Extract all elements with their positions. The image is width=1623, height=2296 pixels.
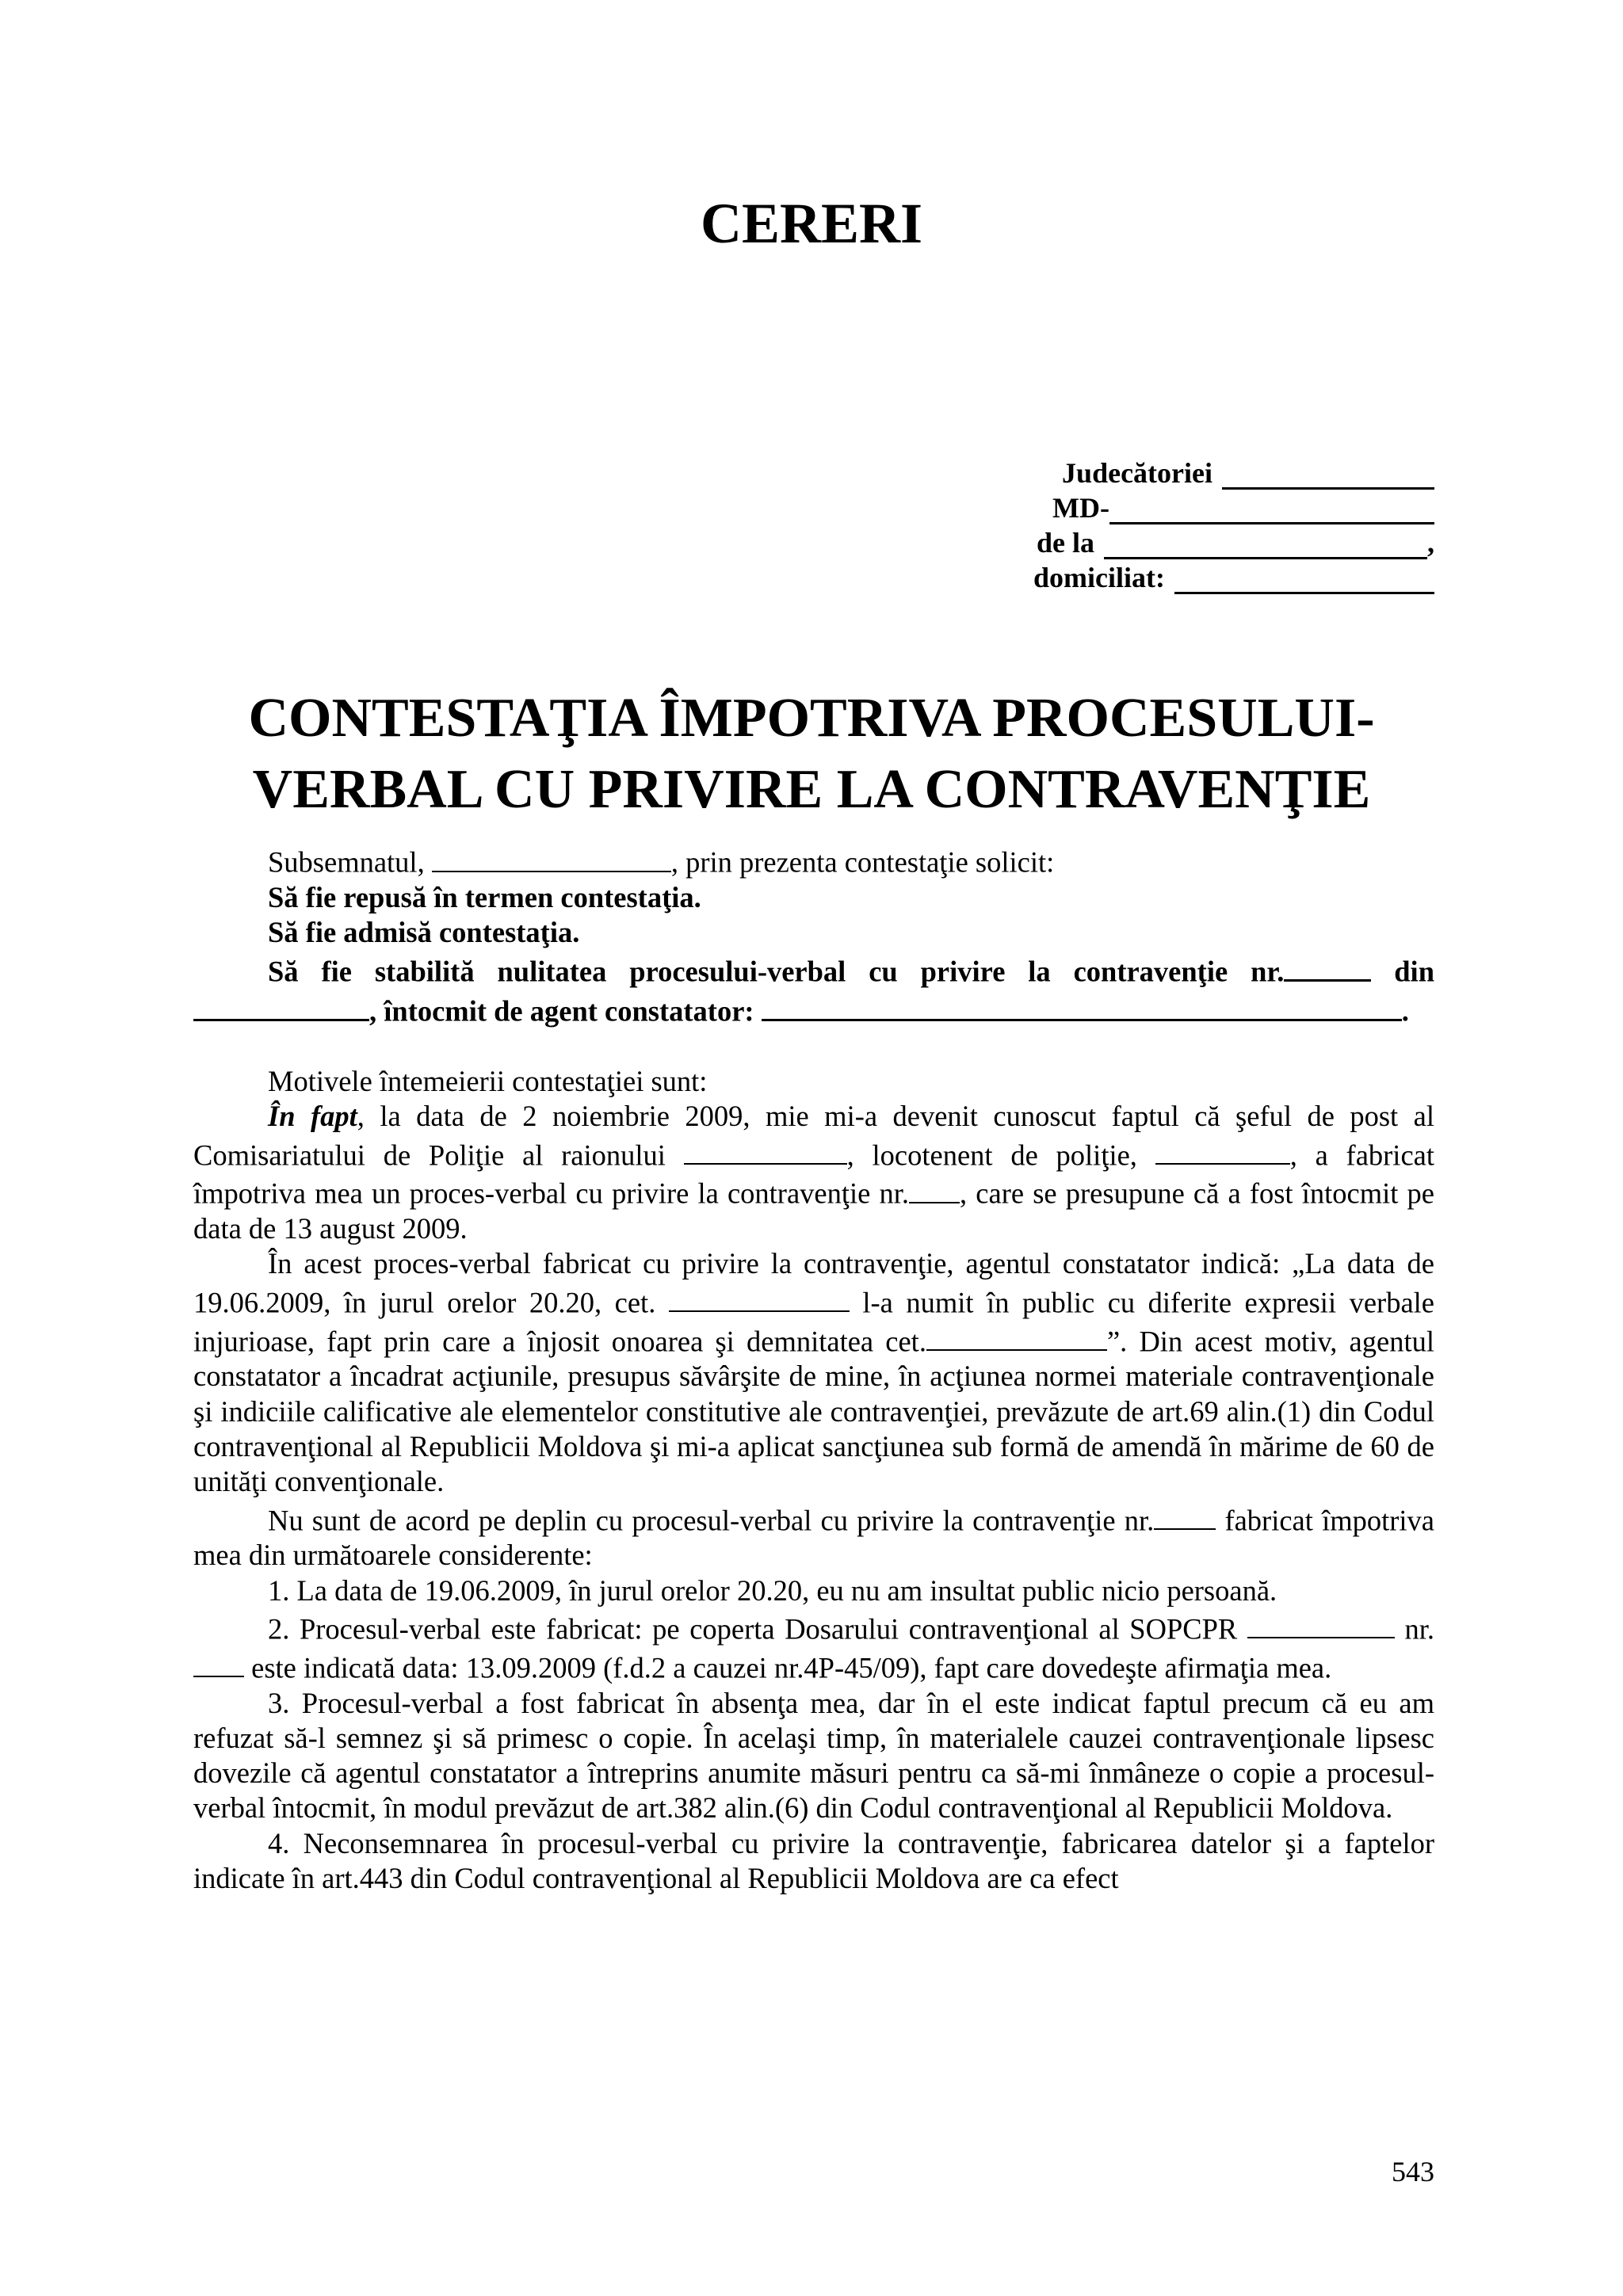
court-line: [991, 455, 1434, 490]
disagreement-text-2: fabricat împotriva mea din următoarele considerente:: [193, 1504, 1434, 1572]
section-title: CERERI: [700, 192, 923, 255]
report-text-3: ”. Din acest motiv, agentul constatator a încadrat acţiunile, presupus săvârşite de mine, în acţiunea normei materiale contravenţionale şi indiciile calificative ale elementelor constitutive ale contravenţiei, prevăzute de art.69 alin.(1) din Codul contravenţional al Republicii Moldova şi mi-a aplicat sancţiunea sub formă de amendă în mărime de 60 de unităţi convenţionale.: [193, 1325, 1434, 1498]
report-text-1: În acest proces-verbal fabricat cu privire la contravenţie, agentul constatator indică: „La data de 19.06.2009, în jurul orelor 20.20, cet.: [193, 1247, 1434, 1319]
reason-2-text-1: 2. Procesul-verbal este fabricat: pe coperta Dosarului contravenţional al SOPCPR: [268, 1612, 1238, 1646]
spacer: [193, 1029, 1434, 1064]
request-3-text-4: .: [1401, 994, 1409, 1028]
officer-blank: [1155, 1135, 1290, 1165]
md-blank: [1109, 498, 1434, 524]
intro-text-2: , prin prezenta contestaţie solicit:: [670, 845, 1055, 879]
facts-paragraph: [193, 1099, 1434, 1246]
report-content-paragraph: [193, 1246, 1434, 1499]
reason-item-3: 3. Procesul-verbal a fost fabricat în absenţa mea, dar în el este indicat faptul precum că eu am refuzat să-l semnez şi să primesc o copie. În acelaşi timp, în materialele cauzei contravenţionale lipsesc dovezile că agentul constatator a întreprins anumite măsuri pentru ca să-mi înmâneze o copie a procesul-verbal întocmit, în modul prevăzut de art.382 alin.(6) din Codul contravenţional al Republicii Moldova.: [193, 1686, 1434, 1825]
district-blank: [684, 1135, 847, 1165]
document-body: [193, 841, 1434, 1896]
disagreement-text-1: Nu sunt de acord pe deplin cu procesul-verbal cu privire la contravenţie nr.: [268, 1504, 1155, 1537]
intro-paragraph: [193, 841, 1434, 880]
intro-text-1: Subsemnatul,: [268, 845, 425, 879]
domicile-blank: [1174, 568, 1434, 594]
file-number-blank: [193, 1647, 244, 1678]
document-title-line-1: CONTESTAŢIA ÎMPOTRIVA PROCESULUI-: [248, 688, 1375, 749]
court-blank: [1222, 463, 1434, 490]
sopcpr-blank: [1247, 1608, 1395, 1639]
facts-label: În fapt: [268, 1100, 357, 1133]
request-1: Să fie repusă în termen contestaţia.: [268, 880, 701, 913]
from-blank: [1104, 533, 1427, 559]
reason-item-2: [193, 1608, 1434, 1686]
domicile-line: [991, 559, 1434, 594]
name-blank: [432, 841, 671, 872]
citizen-blank-2: [926, 1321, 1107, 1352]
report-number-blank: [1284, 950, 1371, 982]
document-title: [0, 683, 1623, 826]
domicile-label: domiciliat:: [1033, 562, 1165, 593]
from-suffix: ,: [1427, 527, 1434, 559]
reason-2-text-3: este indicată data: 13.09.2009 (f.d.2 a cauzei nr.4P-45/09), fapt care dovedeşte afirmaţia mea.: [251, 1651, 1332, 1684]
request-3: [193, 950, 1434, 1029]
disagreement-paragraph: [193, 1500, 1434, 1573]
addressee-block: [991, 455, 1434, 594]
facts-text-3: , a fabricat împotriva mea un proces-verbal cu privire la contravenţie nr.: [193, 1138, 1434, 1210]
agent-name-blank: [762, 990, 1402, 1021]
citizen-blank-1: [669, 1282, 850, 1313]
facts-text-1: , la data de 2 noiembrie 2009, mie mi-a devenit cunoscut faptul că şeful de post al Comisariatului de Poliţie al raionului: [193, 1100, 1434, 1172]
court-label: Judecătoriei: [1062, 457, 1212, 489]
from-line: [991, 524, 1434, 559]
motives-heading: Motivele întemeierii contestaţiei sunt:: [268, 1064, 708, 1097]
md-line: [991, 490, 1434, 524]
report-date-blank: [193, 990, 369, 1021]
report-number-blank-3: [1154, 1500, 1216, 1531]
report-text-2: l-a numit în public cu diferite expresii verbale injurioase, fapt prin care a înjosit onoarea şi demnitatea cet.: [193, 1286, 1434, 1358]
facts-text-2: , locotenent de poliţie,: [846, 1138, 1137, 1172]
reason-2-text-2: nr.: [1404, 1612, 1435, 1646]
reason-item-4: 4. Neconsemnarea în procesul-verbal cu privire la contravenţie, fabricarea datelor şi a faptelor indicate în art.443 din Codul contravenţional al Republicii Moldova are ca efect: [193, 1826, 1434, 1895]
request-3-text-1: Să fie stabilită nulitatea procesului-verbal cu privire la contravenţie nr.: [268, 955, 1285, 988]
request-3-text-2: din: [1394, 955, 1434, 988]
page-number: 543: [1392, 2156, 1434, 2187]
report-number-blank-2: [909, 1173, 960, 1203]
md-label: MD-: [1052, 492, 1109, 524]
request-3-text-3: , întocmit de agent constatator:: [369, 994, 754, 1028]
request-2: Să fie admisă contestaţia.: [268, 916, 580, 949]
document-title-line-2: VERBAL CU PRIVIRE LA CONTRAVENŢIE: [252, 759, 1371, 820]
from-label: de la: [1036, 527, 1094, 559]
reason-item-1: 1. La data de 19.06.2009, în jurul orelor 20.20, eu nu am insultat public nicio persoană.: [268, 1573, 1277, 1607]
facts-text-4: , care se presupune că a fost întocmit pe data de 13 august 2009.: [193, 1177, 1434, 1245]
